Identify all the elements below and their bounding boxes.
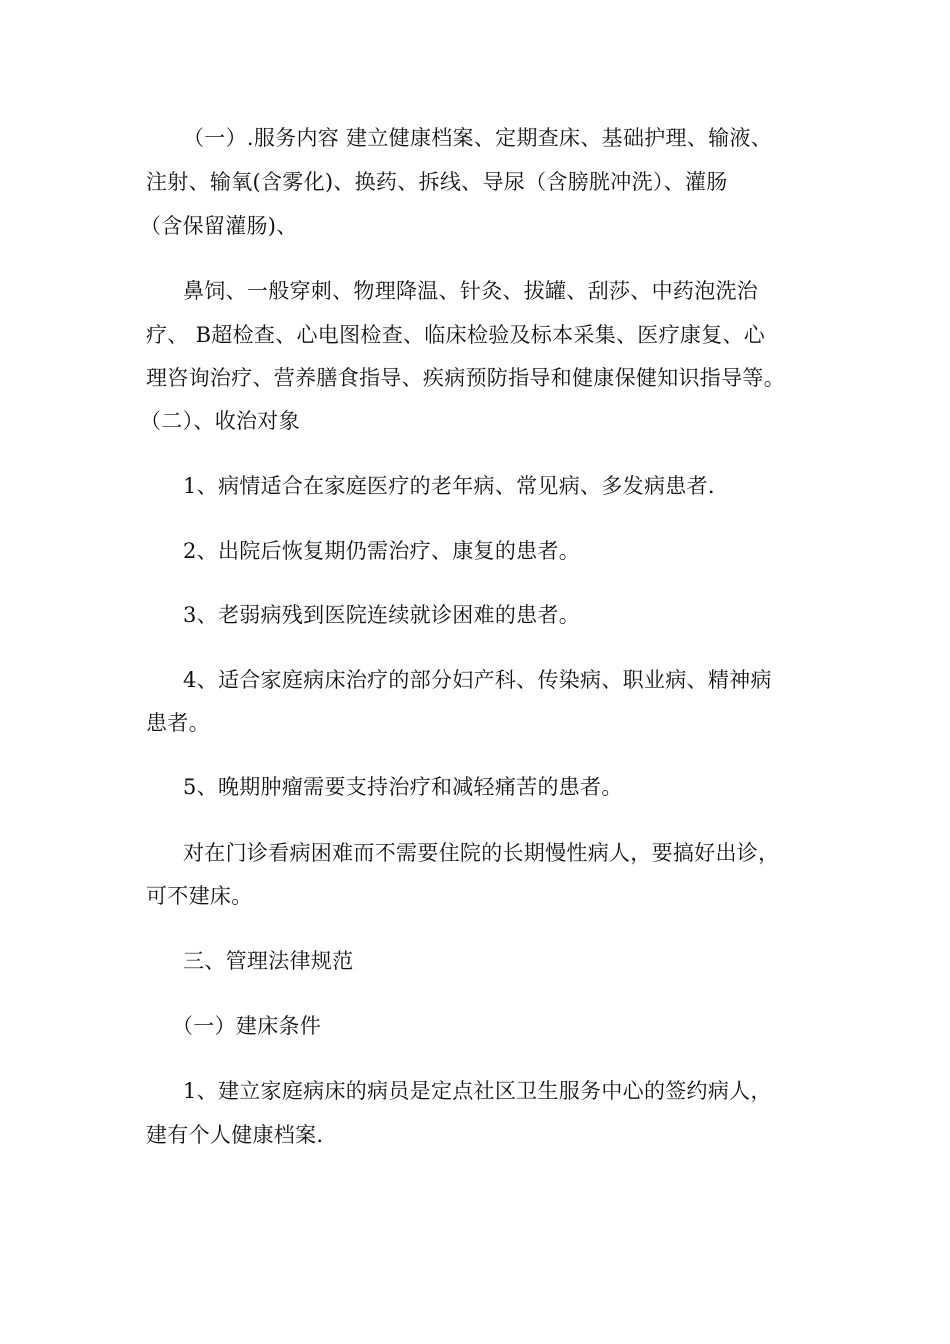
list-item: 5、晚期肿瘤需要支持治疗和减轻痛苦的患者。 [183, 775, 623, 799]
list-item-continuation: 患者。 [146, 711, 210, 735]
paragraph-line: 疗、 B超检查、心电图检查、临床检验及标本采集、医疗康复、心 [146, 323, 766, 347]
section-heading: 三、管理法律规范 [183, 949, 354, 973]
list-item: 2、出院后恢复期仍需治疗、康复的患者。 [183, 539, 581, 563]
list-item: 1、病情适合在家庭医疗的老年病、常见病、多发病患者. [183, 474, 715, 498]
paragraph-line: 注射、输氧(含雾化)、换药、拆线、导尿（含膀胱冲洗）、灌肠 [146, 170, 728, 194]
paragraph-line: 可不建床。 [146, 884, 253, 908]
subsection-heading: （一）建床条件 [172, 1014, 322, 1038]
paragraph-line: （一）.服务内容 建立健康档案、定期查床、基础护理、输液、 [183, 126, 773, 150]
list-item: 1、建立家庭病床的病员是定点社区卫生服务中心的签约病人， [183, 1079, 772, 1103]
list-item-continuation: 建有个人健康档案. [146, 1123, 324, 1147]
paragraph-line: 理咨询治疗、营养膳食指导、疾病预防指导和健康保健知识指导等。 [146, 366, 785, 390]
section-heading: （二）、收治对象 [140, 409, 300, 433]
paragraph-line: （含保留灌肠)、 [140, 214, 298, 238]
list-item: 3、老弱病残到医院连续就诊困难的患者。 [183, 603, 581, 627]
list-item: 4、适合家庭病床治疗的部分妇产科、传染病、职业病、精神病 [183, 668, 772, 692]
paragraph-line: 鼻饲、一般穿刺、物理降温、针灸、拔罐、刮莎、中药泡洗治 [183, 279, 759, 303]
paragraph-line: 对在门诊看病困难而不需要住院的长期慢性病人，要搞好出诊， [183, 841, 780, 865]
